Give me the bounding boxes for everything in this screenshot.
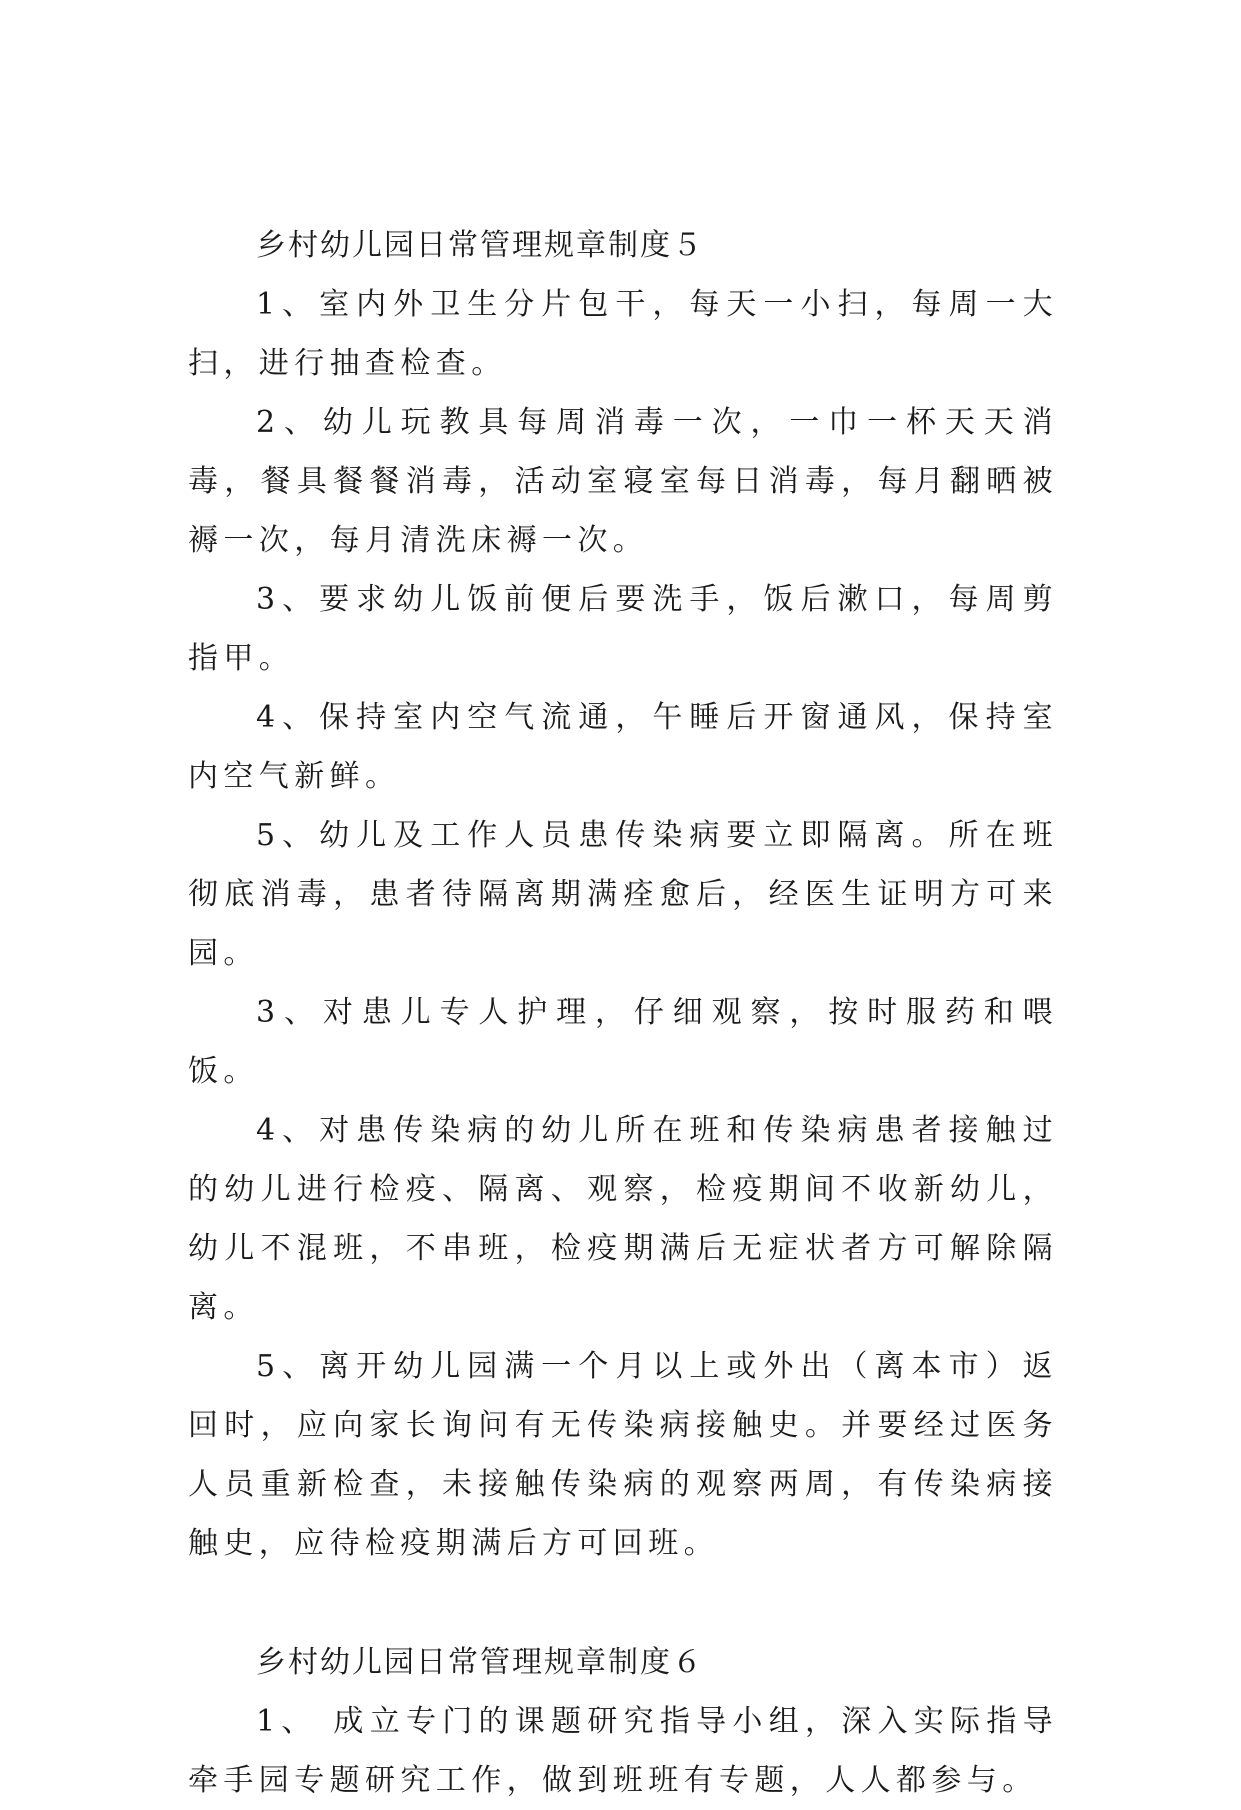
paragraph: 4、保持室内空气流通，午睡后开窗通风，保持室内空气新鲜。 — [188, 700, 1058, 794]
section-divider — [188, 1573, 1058, 1633]
paragraph: 3、要求幼儿饭前便后要洗手，饭后漱口，每周剪指甲。 — [188, 582, 1058, 676]
section-title: 乡村幼儿园日常管理规章制度５ — [256, 228, 704, 263]
paragraph: 4、对患传染病的幼儿所在班和传染病患者接触过的幼儿进行检疫、隔离、观察，检疫期间不收新幼儿，幼儿不混班，不串班，检疫期满后无症状者方可解除隔离。 — [188, 1113, 1058, 1325]
document-page — [188, 216, 1058, 1810]
section-title: 乡村幼儿园日常管理规章制度６ — [256, 1645, 704, 1680]
paragraph: 1、室内外卫生分片包干，每天一小扫，每周一大扫，进行抽查检查。 — [188, 287, 1058, 381]
section-6 — [188, 1633, 1058, 1810]
paragraph: 2、幼儿玩教具每周消毒一次，一巾一杯天天消毒，餐具餐餐消毒，活动室寝室每日消毒，每月翻晒被褥一次，每月清洗床褥一次。 — [188, 405, 1058, 558]
paragraph: 5、离开幼儿园满一个月以上或外出（离本市）返回时，应向家长询问有无传染病接触史。并要经过医务人员重新检查，未接触传染病的观察两周，有传染病接触史，应待检疫期满后方可回班。 — [188, 1349, 1058, 1561]
section-5 — [188, 216, 1058, 1573]
paragraph: 3、对患儿专人护理，仔细观察，按时服药和喂饭。 — [188, 995, 1058, 1089]
paragraph: 5、幼儿及工作人员患传染病要立即隔离。所在班彻底消毒，患者待隔离期满痊愈后，经医生证明方可来园。 — [188, 818, 1058, 971]
paragraph: 1、 成立专门的课题研究指导小组，深入实际指导牵手园专题研究工作，做到班班有专题，人人都参与。 — [188, 1704, 1058, 1798]
